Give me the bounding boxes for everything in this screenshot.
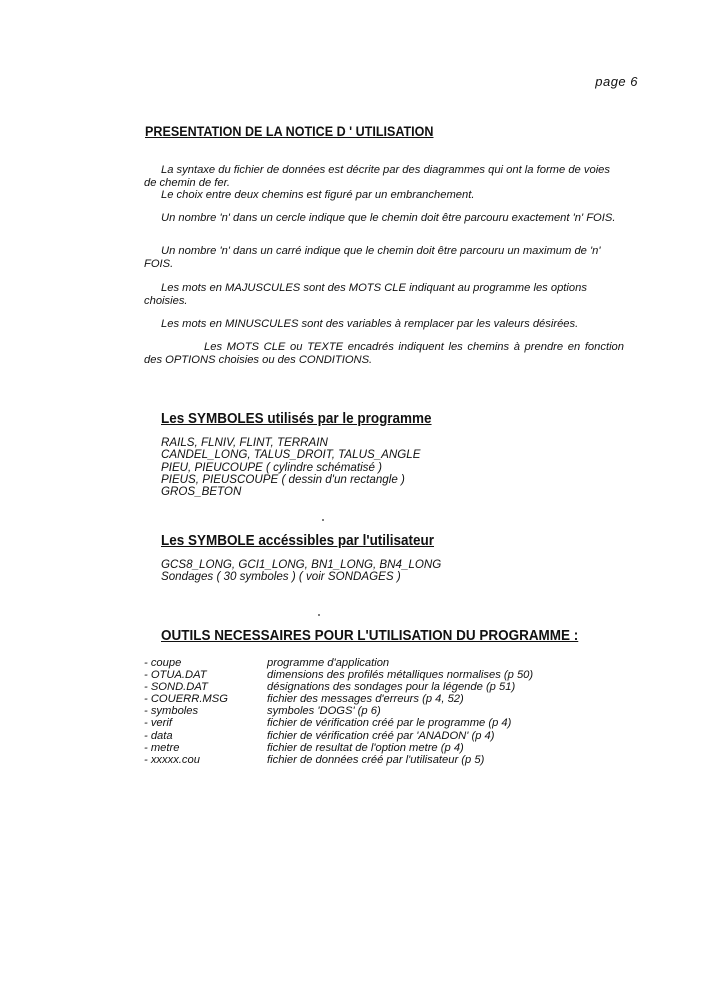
- section-title-presentation: PRESENTATION DE LA NOTICE D ' UTILISATION: [145, 124, 434, 139]
- paragraph-circle: Un nombre 'n' dans un cercle indique que le chemin doit être parcouru exactement 'n' FOIS.: [161, 212, 616, 224]
- symbols-user-list: [161, 559, 441, 584]
- tool-name: - COUERR.MSG: [144, 693, 228, 706]
- table-row: [144, 730, 533, 742]
- section-title-symbols-program: Les SYMBOLES utilisés par le programme: [161, 411, 432, 427]
- table-row: [144, 681, 533, 693]
- table-row: [144, 693, 533, 705]
- tool-description: fichier des messages d'erreurs (p 4, 52): [267, 693, 464, 706]
- table-row: [144, 717, 533, 729]
- table-row: [144, 657, 533, 669]
- tool-name: - verif: [144, 717, 172, 730]
- tool-description: fichier de vérification créé par le programme (p 4): [267, 717, 512, 730]
- tool-description: dimensions des profilés métalliques normalises (p 50): [267, 669, 534, 682]
- list-item: PIEUS, PIEUSCOUPE ( dessin d'un rectangle ): [161, 472, 405, 486]
- paragraph-syntax: [144, 164, 624, 202]
- table-row: [144, 742, 533, 754]
- table-row: [144, 705, 533, 717]
- section-title-tools: OUTILS NECESSAIRES POUR L'UTILISATION DU PROGRAMME :: [161, 628, 579, 644]
- tool-description: désignations des sondages pour la légende (p 51): [267, 681, 516, 694]
- speck: [322, 519, 324, 521]
- symbols-program-list: [161, 437, 420, 498]
- page-number: page 6: [595, 74, 638, 89]
- tool-name: - OTUA.DAT: [144, 669, 207, 682]
- list-item: CANDEL_LONG, TALUS_DROIT, TALUS_ANGLE: [161, 448, 421, 462]
- tool-description: fichier de données créé par l'utilisateur (p 5): [267, 753, 485, 766]
- tools-list: [144, 657, 533, 766]
- tool-name: - symboles: [144, 705, 199, 718]
- paragraph-lowercase: Les mots en MINUSCULES sont des variables à remplacer par les valeurs désirées.: [161, 318, 579, 330]
- paragraph-keywords: Les MOTS CLE ou TEXTE encadrés indiquent les chemins à prendre en fonction des OPTIONS choisies ou des CONDITIONS.: [144, 341, 624, 366]
- tool-name: - coupe: [144, 657, 182, 669]
- section-title-symbols-user: Les SYMBOLE accéssibles par l'utilisateur: [161, 533, 435, 549]
- list-item: RAILS, FLNIV, FLINT, TERRAIN: [161, 436, 328, 449]
- list-item: Sondages ( 30 symboles ) ( voir SONDAGES ): [161, 570, 401, 584]
- paragraph-square: Un nombre 'n' dans un carré indique que le chemin doit être parcouru un maximum de 'n' FOIS.: [144, 245, 601, 270]
- paragraph-uppercase: Les mots en MAJUSCULES sont des MOTS CLE indiquant au programme les options choisies.: [144, 282, 587, 307]
- table-row: [144, 669, 533, 681]
- paragraph-syntax-line2: Le choix entre deux chemins est figuré par un embranchement.: [161, 189, 475, 201]
- table-row: [144, 754, 533, 766]
- tool-name: - metre: [144, 741, 180, 754]
- tool-description: fichier de vérification créé par 'ANADON' (p 4): [267, 729, 495, 742]
- speck: [318, 614, 320, 616]
- list-item: GROS_BETON: [161, 485, 242, 499]
- tool-name: - SOND.DAT: [144, 681, 208, 694]
- tool-description: fichier de resultat de l'option metre (p 4): [267, 741, 464, 754]
- tool-name: - xxxxx.cou: [144, 753, 200, 766]
- tool-description: symboles 'DOGS' (p 6): [267, 705, 381, 718]
- tool-description: programme d'application: [267, 657, 390, 669]
- paragraph-syntax-line1: La syntaxe du fichier de données est décrite par des diagrammes qui ont la forme de voies de chemin de fer.: [144, 164, 610, 189]
- list-item: GCS8_LONG, GCI1_LONG, BN1_LONG, BN4_LONG: [161, 558, 442, 571]
- list-item: PIEU, PIEUCOUPE ( cylindre schématisé ): [161, 460, 382, 474]
- tool-name: - data: [144, 729, 173, 742]
